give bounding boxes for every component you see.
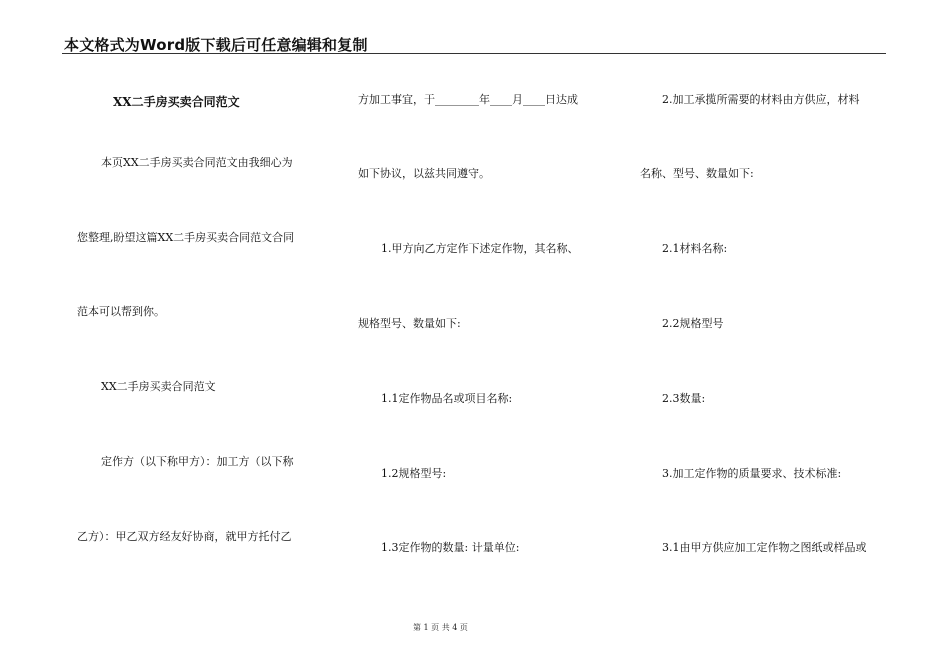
col2-line-2: 如下协议，以兹共同遵守。 xyxy=(358,167,490,180)
header-divider xyxy=(62,53,886,54)
col2-line-1: 方加工事宜，于________年____月____日达成 xyxy=(358,93,578,106)
col2-line-3: 1.甲方向乙方定作下述定作物，其名称、 xyxy=(381,242,579,255)
col1-line-6: 乙方）：甲乙双方经友好协商，就甲方托付乙 xyxy=(77,530,292,543)
col2-line-5: 1.1定作物品名或项目名称: xyxy=(381,392,513,405)
header-title: 本文格式为Word版下载后可任意编辑和复制 xyxy=(64,36,368,54)
col3-line-3: 2.1材料名称: xyxy=(662,242,728,255)
col3-line-1: 2.加工承揽所需要的材料由方供应，材料 xyxy=(662,93,860,106)
col2-line-4: 规格型号、数量如下: xyxy=(358,317,461,330)
page-indicator: 第 1 页 共 4 页 xyxy=(413,623,468,632)
col3-line-6: 3.加工定作物的质量要求、技术标准: xyxy=(662,467,842,480)
col3-line-7: 3.1由甲方供应加工定作物之图纸或样品或 xyxy=(662,541,867,554)
col1-line-2: 您整理,盼望这篇XX二手房买卖合同范文合同 xyxy=(77,231,295,244)
col3-line-5: 2.3数量: xyxy=(662,392,706,405)
col1-line-4: XX二手房买卖合同范文 xyxy=(101,380,216,393)
col3-line-4: 2.2规格型号 xyxy=(662,317,724,330)
document-title: XX二手房买卖合同范文 xyxy=(113,95,240,109)
col1-line-1: 本页XX二手房买卖合同范文由我细心为 xyxy=(101,156,293,169)
col3-line-2: 名称、型号、数量如下: xyxy=(640,167,754,180)
col2-line-6: 1.2规格型号: xyxy=(381,467,447,480)
col1-line-5: 定作方（以下称甲方）：加工方（以下称 xyxy=(101,455,294,468)
col1-line-3: 范本可以帮到你。 xyxy=(77,305,165,318)
col2-line-7: 1.3定作物的数量: 计量单位: xyxy=(381,541,520,554)
